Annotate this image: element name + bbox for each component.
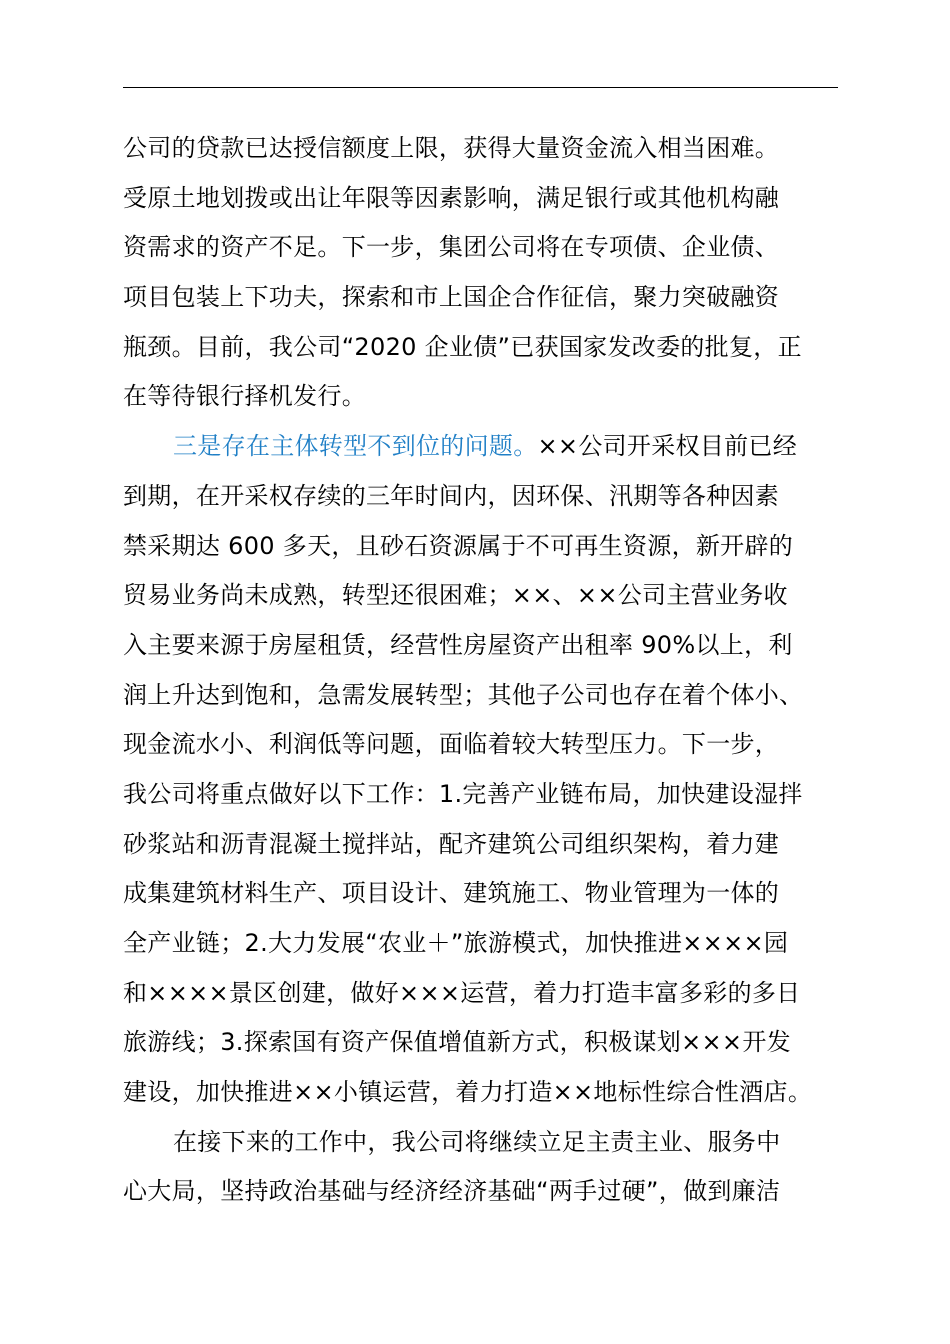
text-line: 到期，在开采权存续的三年时间内，因环保、汛期等各种因素 (123, 481, 780, 510)
text-line: 资需求的资产不足。下一步，集团公司将在专项债、企业债、 (123, 233, 780, 262)
section-heading: 三是存在主体转型不到位的问题。 (173, 432, 538, 461)
text-line: 入主要来源于房屋租赁，经营性房屋资产出租率 90%以上，利 (123, 630, 793, 659)
text-line: 润上升达到饱和，急需发展转型；其他子公司也存在着个体小、 (123, 680, 804, 709)
text-line: 贸易业务尚未成熟，转型还很困难；××、××公司主营业务收 (123, 581, 788, 610)
text-line: 我公司将重点做好以下工作：1.完善产业链布局，加快建设湿拌 (123, 779, 803, 808)
text-line: 瓶颈。目前，我公司“2020 企业债”已获国家发改委的批复，正 (123, 332, 802, 361)
text-line: 禁采期达 600 多天，且砂石资源属于不可再生资源，新开辟的 (123, 531, 794, 560)
text-line: 旅游线；3.探索国有资产保值增值新方式，积极谋划×××开发 (123, 1028, 791, 1057)
text-line-first: 在接下来的工作中，我公司将继续立足主责主业、服务中 (173, 1127, 781, 1156)
body-text (123, 124, 853, 1217)
text-line: 全产业链；2.大力发展“农业＋”旅游模式，加快推进××××园 (123, 929, 789, 957)
text-line: 心大局，坚持政治基础与经济经济基础“两手过硬”，做到廉洁 (123, 1177, 781, 1206)
text-line: 项目包装上下功夫，探索和市上国企合作征信，聚力突破融资 (123, 283, 780, 312)
text-run: ××公司开采权目前已经 (537, 432, 798, 461)
text-line: 成集建筑材料生产、项目设计、建筑施工、物业管理为一体的 (123, 879, 780, 908)
text-line-first (123, 422, 853, 472)
text-line: 和××××景区创建，做好×××运营，着力打造丰富多彩的多日 (123, 978, 801, 1007)
text-line: 砂浆站和沥青混凝土搅拌站，配齐建筑公司组织架构，着力建 (123, 829, 780, 858)
text-line: 现金流水小、利润低等问题，面临着较大转型压力。下一步， (123, 730, 780, 759)
text-line: 建设，加快推进××小镇运营，着力打造××地标性综合性酒店。 (123, 1078, 813, 1107)
text-line: 受原土地划拨或出让年限等因素影响，满足银行或其他机构融 (123, 183, 780, 212)
text-line: 公司的贷款已达授信额度上限，获得大量资金流入相当困难。 (123, 134, 780, 162)
header-rule (123, 87, 838, 88)
text-line: 在等待银行择机发行。 (123, 382, 366, 411)
